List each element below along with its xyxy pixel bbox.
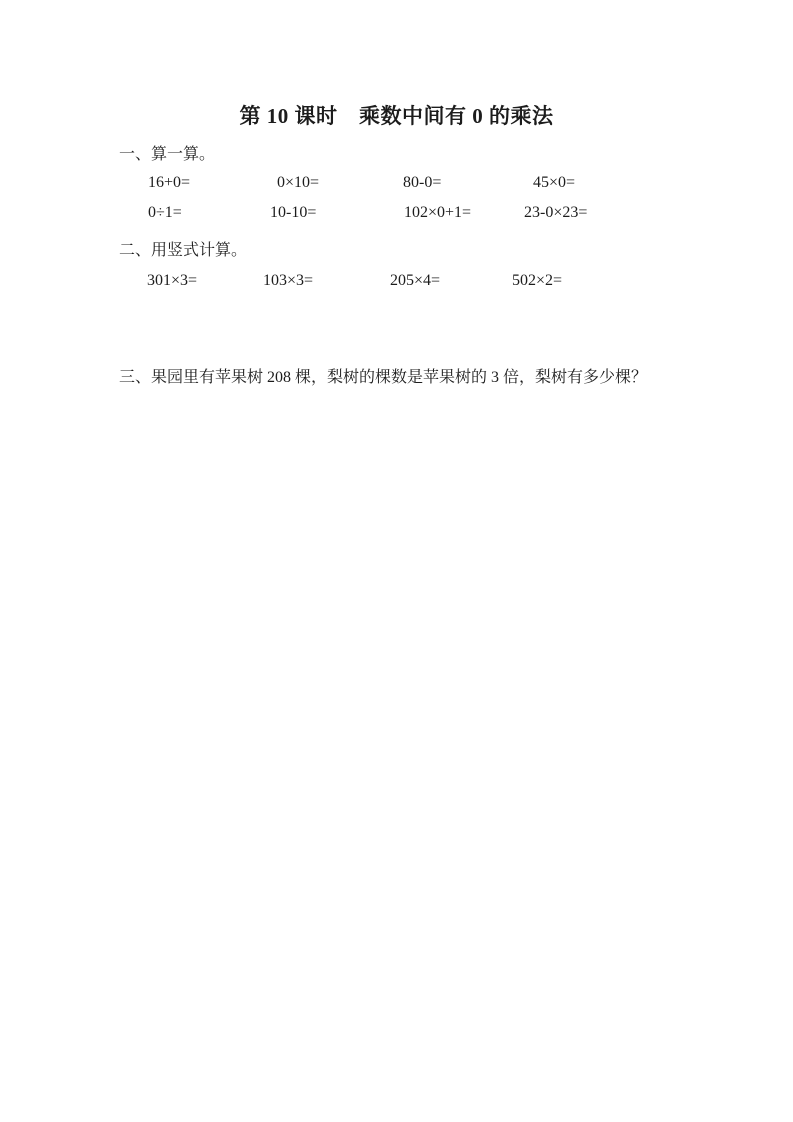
equation: 16+0= — [148, 174, 191, 191]
equation: 103×3= — [263, 272, 314, 289]
equation: 0÷1= — [148, 204, 182, 221]
equation: 23-0×23= — [524, 204, 588, 221]
page-title: 第 10 课时 乘数中间有 0 的乘法 — [239, 104, 554, 128]
equation: 205×4= — [390, 272, 441, 289]
section-2-heading: 二、用竖式计算。 — [119, 242, 248, 259]
section-3-word-problem: 三、果园里有苹果树 208 棵，梨树的棵数是苹果树的 3 倍，梨树有多少棵？ — [119, 369, 648, 386]
equation: 0×10= — [277, 174, 320, 191]
section-1-heading: 一、算一算。 — [119, 146, 216, 163]
equation: 45×0= — [533, 174, 576, 191]
equation: 502×2= — [512, 272, 563, 289]
equation: 80-0= — [403, 174, 442, 191]
equation: 301×3= — [147, 272, 198, 289]
equation: 102×0+1= — [404, 204, 472, 221]
equation: 10-10= — [270, 204, 317, 221]
